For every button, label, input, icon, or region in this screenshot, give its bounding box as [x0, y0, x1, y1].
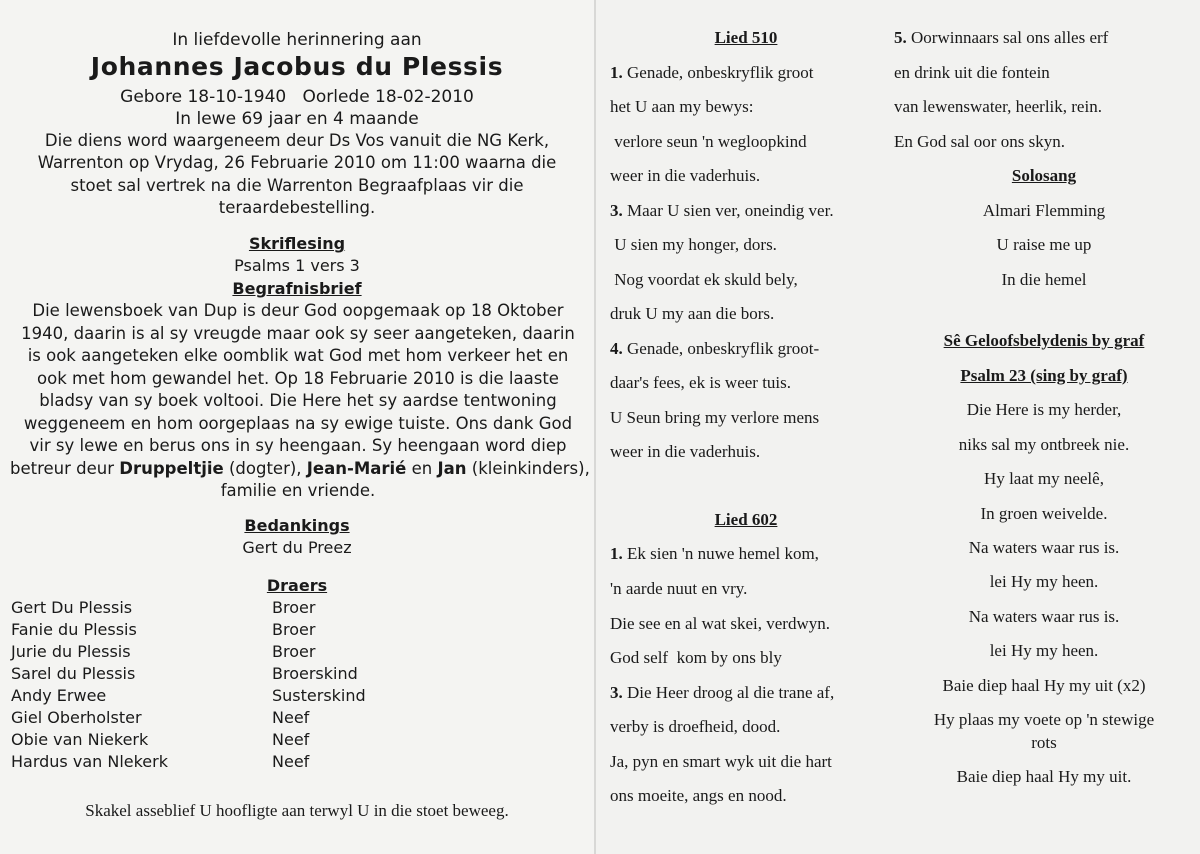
hymn-line: weer in die vaderhuis.: [610, 442, 761, 461]
service-line: stoet sal vertrek na die Warrenton Begraafplaas vir die: [70, 176, 524, 195]
letter-text: (dogter),: [223, 458, 307, 478]
pallbearer-relation: Susterskind: [272, 686, 366, 705]
pallbearer-name: Jurie du Plessis: [11, 642, 131, 661]
hymn-text: Genade, onbeskryflik groot: [622, 63, 814, 82]
pallbearer-relation: Neef: [272, 730, 310, 749]
draers-heading: Draers: [266, 576, 328, 595]
letter-text: en: [406, 458, 438, 478]
pallbearer-relation: Broer: [272, 642, 316, 661]
hymn-line: ons moeite, angs en nood.: [610, 786, 787, 805]
verse-number: 1.: [610, 63, 623, 82]
pallbearer-relation: Neef: [272, 708, 310, 727]
verse-number: 4.: [610, 339, 623, 358]
verse-number: 1.: [610, 544, 623, 563]
age-text: In lewe 69 jaar en 4 maande: [175, 109, 419, 129]
solosang-song: In die hemel: [1001, 270, 1087, 289]
hymn-line: [610, 683, 882, 703]
letter-line: Die lewensboek van Dup is deur God oopgemaak op 18 Oktober: [32, 301, 564, 320]
hymn-line: en drink uit die fontein: [894, 63, 1050, 82]
hymn-line: Die see en al wat skei, verdwyn.: [610, 614, 830, 633]
psalm-line: In groen weivelde.: [980, 504, 1108, 523]
psalm-line: Na waters waar rus is.: [968, 607, 1120, 626]
hymn-line: druk U my aan die bors.: [610, 304, 775, 323]
hymn-line: Ja, pyn en smart wyk uit die hart: [610, 752, 832, 771]
geloofsbelydenis-heading: Sê Geloofsbelydenis by graf: [943, 331, 1145, 350]
pallbearer-relation: Broer: [272, 598, 316, 617]
right-page: [596, 0, 1200, 854]
letter-line: weggeneem en hom oorgeplaas na sy ewige tuiste. Ons dank God: [23, 413, 573, 433]
psalm-line: niks sal my ontbreek nie.: [958, 435, 1130, 454]
pallbearer-name: Gert Du Plessis: [11, 598, 133, 617]
pallbearer-name: Giel Oberholster: [11, 708, 142, 727]
solosang-song: U raise me up: [996, 235, 1092, 254]
psalm-line: Baie diep haal Hy my uit.: [956, 767, 1132, 786]
begrafnisbrief-text: [10, 300, 590, 503]
letter-line: [10, 458, 590, 481]
intro-text: In liefdevolle herinnering aan: [172, 30, 422, 50]
psalm-line: Baie diep haal Hy my uit (x2): [942, 676, 1146, 695]
pallbearer-name: Sarel du Plessis: [11, 664, 136, 683]
hymn-line: verlore seun 'n wegloopkind: [610, 132, 807, 151]
lied602-heading: Lied 602: [714, 510, 778, 529]
solosang-singer: Almari Flemming: [982, 201, 1106, 220]
pallbearer-name: Andy Erwee: [11, 686, 107, 705]
birth-death-dates: Gebore 18-10-1940 Oorlede 18-02-2010: [120, 87, 474, 107]
hymn-line: [610, 339, 882, 359]
daughter-name: Druppeltjie: [119, 458, 224, 478]
hymn-line: God self kom by ons bly: [610, 648, 782, 667]
hymn-line: verby is droefheid, dood.: [610, 717, 781, 736]
letter-text: (kleinkinders),: [466, 458, 590, 478]
letter-line: bladsy van sy boek voltooi. Die Here het sy aardse tentwoning: [39, 391, 557, 410]
hymn-text: Die Heer droog al die trane af,: [622, 683, 835, 702]
pallbearer-relation: Neef: [272, 752, 310, 771]
psalm-line: Hy laat my neelê,: [984, 469, 1104, 488]
left-page: [0, 0, 594, 854]
pallbearer-name: Obie van Niekerk: [11, 730, 149, 749]
pallbearer-relation: Broer: [272, 620, 316, 639]
grandchild-name: Jean-Marié: [306, 458, 407, 478]
hymn-line: van lewenswater, heerlik, rein.: [894, 97, 1102, 116]
deceased-name: Johannes Jacobus du Plessis: [90, 52, 504, 81]
hymn-line: U sien my honger, dors.: [610, 235, 777, 254]
psalm-line: Die Here is my herder,: [966, 400, 1122, 419]
bedankings-heading: Bedankings: [244, 516, 350, 535]
footer-note: Skakel asseblief U hoofligte aan terwyl U in die stoet beweeg.: [85, 801, 509, 820]
hymn-line: [610, 544, 882, 564]
psalm-line: lei Hy my heen.: [989, 641, 1099, 660]
hymn-line: weer in die vaderhuis.: [610, 166, 761, 185]
hymn-text: Ek sien 'n nuwe hemel kom,: [622, 544, 819, 563]
hymn-text: Maar U sien ver, oneindig ver.: [622, 201, 834, 220]
verse-number: 3.: [610, 683, 623, 702]
letter-line: vir sy lewe en berus ons in sy heengaan. Sy heengaan word diep: [29, 436, 567, 455]
pallbearer-name: Fanie du Plessis: [11, 620, 137, 639]
psalm23-heading: Psalm 23 (sing by graf): [960, 366, 1128, 385]
hymn-line: [610, 201, 882, 221]
skriflesing-text: Psalms 1 vers 3: [234, 256, 360, 275]
solosang-heading: Solosang: [1011, 166, 1077, 185]
verse-number: 5.: [894, 28, 907, 47]
psalm-line: Hy plaas my voete op 'n stewige: [933, 710, 1155, 729]
hymn-line: Nog voordat ek skuld bely,: [610, 270, 798, 289]
service-line: Die diens word waargeneem deur Ds Vos vanuit die NG Kerk,: [44, 131, 550, 150]
hymn-line: [610, 63, 882, 83]
skriflesing-heading: Skriflesing: [248, 234, 346, 253]
psalm-line: rots: [1031, 733, 1057, 752]
hymn-text: Genade, onbeskryflik groot-: [622, 339, 820, 358]
hymn-line: [894, 28, 1194, 48]
hymn-line: het U aan my bewys:: [610, 97, 754, 116]
hymn-line: En God sal oor ons skyn.: [894, 132, 1065, 151]
service-line: Warrenton op Vrydag, 26 Februarie 2010 om 11:00 waarna die: [37, 153, 557, 172]
service-line: teraardebestelling.: [218, 198, 376, 217]
psalm-line: Na waters waar rus is.: [968, 538, 1120, 557]
hymn-text: Oorwinnaars sal ons alles erf: [906, 28, 1109, 47]
hymn-line: U Seun bring my verlore mens: [610, 408, 820, 427]
pallbearer-name: Hardus van Nlekerk: [11, 752, 168, 771]
letter-text: betreur deur: [10, 458, 120, 478]
lied510-heading: Lied 510: [714, 28, 778, 47]
verse-number: 3.: [610, 201, 623, 220]
grandchild-name: Jan: [437, 458, 467, 478]
hymn-line: daar's fees, ek is weer tuis.: [610, 373, 792, 392]
hymn-line: 'n aarde nuut en vry.: [610, 579, 748, 598]
bedankings-text: Gert du Preez: [242, 538, 352, 557]
letter-line: familie en vriende.: [220, 481, 376, 500]
letter-line: ook met hom gewandel het. Op 18 Februarie 2010 is die laaste: [37, 368, 559, 388]
psalm-line: lei Hy my heen.: [989, 572, 1099, 591]
begrafnisbrief-heading: Begrafnisbrief: [232, 279, 362, 298]
letter-line: 1940, daarin is al sy vreugde maar ook sy seer aangeteken, daarin: [21, 323, 575, 343]
letter-line: is ook aangeteken elke oomblik wat God met hom verkeer het en: [27, 346, 569, 365]
pallbearer-relation: Broerskind: [272, 664, 358, 683]
